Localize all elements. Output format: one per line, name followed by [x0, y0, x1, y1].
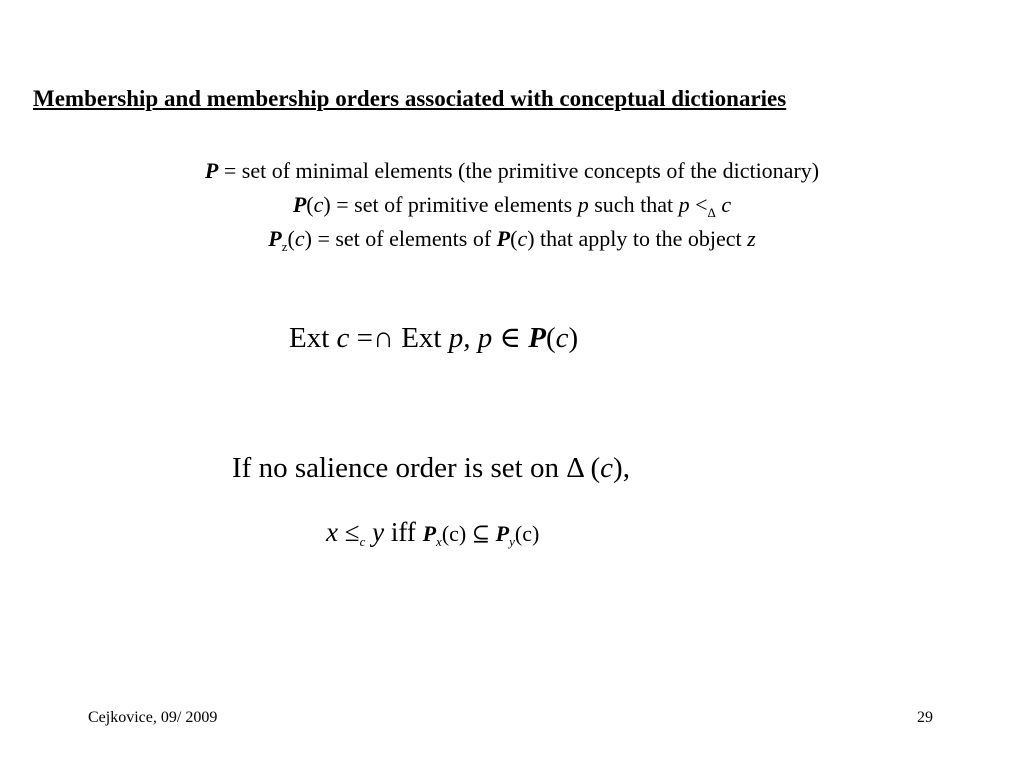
less-than-symbol: < [689, 192, 708, 217]
definition-primitive-set: P = set of minimal elements (the primitive concepts of the dictionary) [204, 158, 820, 183]
var-c: c [294, 226, 305, 251]
var-c: c [336, 322, 350, 354]
equals-intersection-symbol: =∩ [349, 322, 402, 354]
var-c: c [517, 226, 528, 251]
definitions-block [0, 154, 1024, 256]
subscript-y: y [509, 534, 515, 549]
symbol-P: P [496, 226, 511, 251]
extension-formula: Ext c =∩ Ext p, p ∈ P(c) [289, 322, 579, 354]
symbol-P: P [495, 521, 510, 546]
definition-text: = set of elements of [311, 226, 497, 251]
element-of-symbol: ∈ [492, 322, 529, 354]
var-c: c [555, 322, 569, 354]
less-or-equal-symbol: ≤ [337, 517, 360, 547]
symbol-P: P [292, 192, 307, 217]
symbol-P: P [422, 521, 437, 546]
subscript-z: z [281, 239, 288, 254]
argument-c: (c) [441, 521, 467, 546]
definition-text: set of minimal elements (the primitive concepts of the dictionary) [241, 158, 820, 183]
definition-elements-applying-to-z: $P_z(c)$ = set of elements of P(c) that apply to the object z [268, 226, 756, 254]
slide-title: Membership and membership orders associated with conceptual dictionaries [33, 86, 787, 111]
var-y: y [365, 517, 385, 547]
membership-order-formula [326, 517, 539, 548]
subscript-c: c [359, 534, 366, 549]
var-c: c [715, 192, 732, 217]
footer-location-date: Cejkovice, 09/ 2009 [88, 709, 218, 726]
subscript-x: x [436, 534, 442, 549]
definition-text: = set of primitive elements [330, 192, 578, 217]
var-p: p [678, 192, 690, 217]
definition-primitive-elements-of-c: P(c) = set of primitive elements p such that $p <_\Delta$ c [292, 192, 732, 220]
symbol-P: P [268, 226, 282, 251]
salience-condition: If no salience order is set on Δ (c), [232, 452, 630, 484]
var-x: x [326, 517, 338, 547]
var-p: p, p [448, 322, 493, 354]
var-p: p [577, 192, 589, 217]
var-z: z [747, 226, 756, 251]
page-number: 29 [917, 709, 933, 726]
argument-c: (c) [514, 521, 540, 546]
symbol-P: P [204, 158, 219, 183]
subset-eq-symbol: ⊆ [466, 521, 496, 546]
symbol-P: P [528, 322, 546, 354]
iff-keyword: iff [384, 517, 423, 547]
delta-subscript: Δ [707, 205, 716, 220]
var-c: c [313, 192, 324, 217]
var-c: c [600, 452, 614, 484]
